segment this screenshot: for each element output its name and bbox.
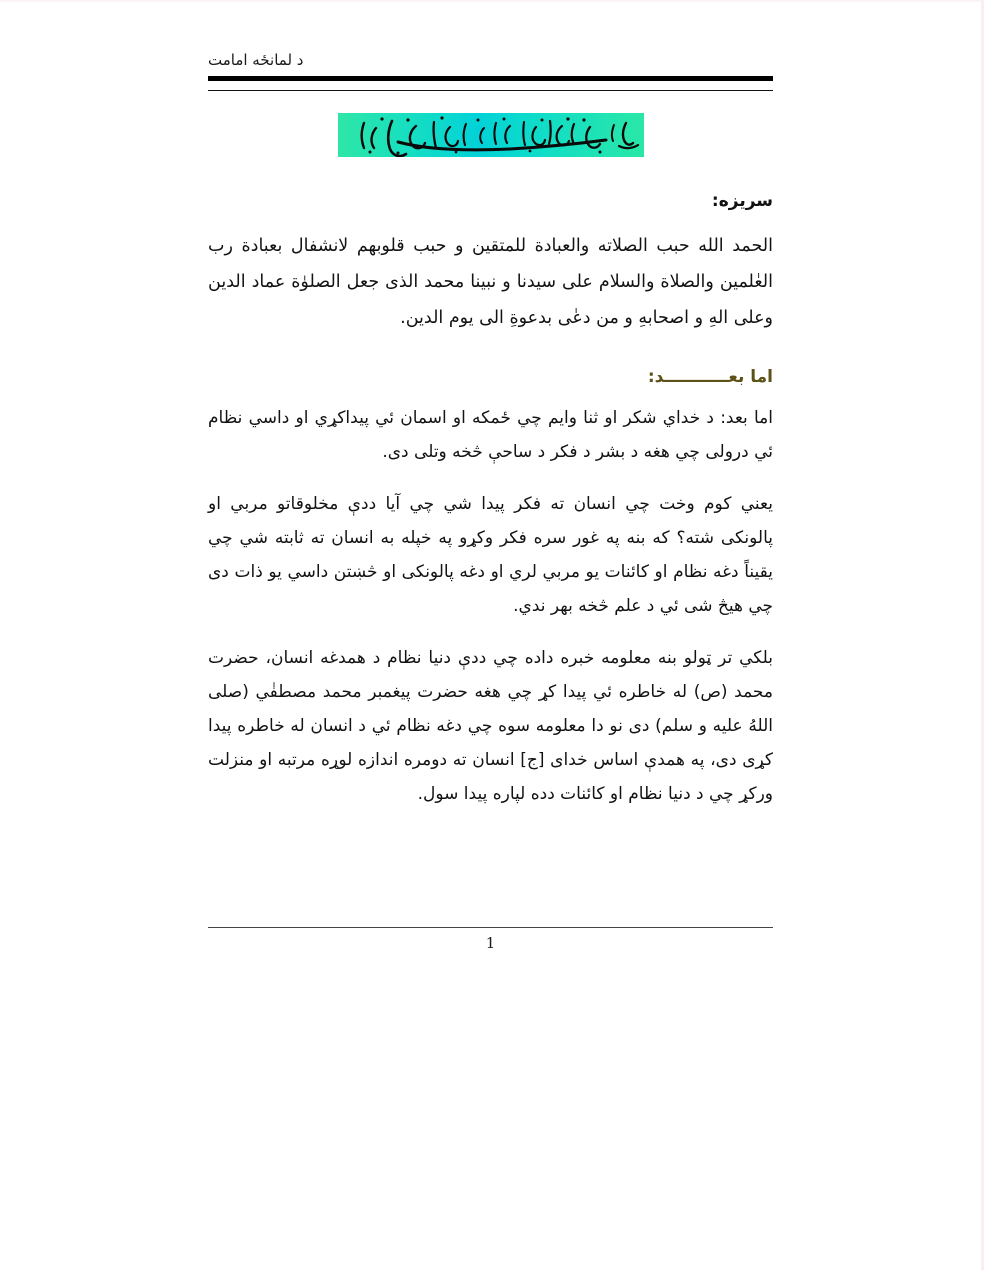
body-paragraph-2: يعني کوم وخت چي انسان ته فکر پيدا شي چي آيا ددې مخلوقاتو مربي او پالونکى شته؟ که بنه په غور سره فکر وکړو په خپله به انسان ته ثابته شي چي يقيناً دغه نظام او کائنات يو مربي لري او دغه پالونکى او څښتن داسي يو ذات دى چي هيڅ شى ئي د علم څخه بهر ندي. bbox=[208, 493, 773, 616]
header-divider-rule bbox=[208, 76, 773, 91]
section-heading-preface: سريزه: bbox=[711, 191, 773, 211]
body-paragraph-3: بلکي تر ټولو بنه معلومه خبره داده چي ددې دنيا نظام د همدغه انسان، حضرت محمد (ص) له خاطره ئي پيدا کړ چي هغه حضرت پيغمبر محمد مصطفٰي (صلى اللهُ عليه و سلم) دى نو دا معلومه سوه چي دغه نظام ئي د انسان له خاطره پيدا کړى دى، په همدې اساس خداى [ج] انسان ته دومره اندازه لوړه مرتبه او منزلت ورکړ چي د دنيا نظام او کائنات ددﻩ لپاره پيدا سول. bbox=[208, 647, 773, 804]
page-content bbox=[0, 2, 981, 811]
page-footer bbox=[208, 927, 773, 952]
bismillah-banner-wrap bbox=[208, 113, 773, 157]
section-heading-ama-baad: اما بعـــــــــــد: bbox=[647, 366, 773, 387]
body-paragraph-1: اما بعد: د خداي شکر او ثنا وايم چي ځمکه او اسمان ئي پيداکړي او داسي نظام ئي درولى چي هغه د بشر د فکر د ساحې څخه وتلى دى. bbox=[208, 407, 773, 462]
bismillah-calligraphy-icon bbox=[338, 113, 644, 157]
footer-divider-rule bbox=[208, 927, 773, 928]
page-number: 1 bbox=[485, 934, 496, 952]
running-header-text: د لمانځه امامت bbox=[208, 51, 304, 69]
arabic-invocation-paragraph: الحمد الله حبب الصلاته والعبادة للمتقين و حبب قلوبهم لانشفال بعبادة رب العٰلمين والصلاة والسلام على سيدنا و نبينا محمد الذى جعل الصلوٰة عماد الدين وعلى الهِ و اصحابهِ و من دعٰى بدعوةِ الى يوم الدين. bbox=[208, 236, 773, 328]
running-header bbox=[208, 50, 773, 69]
bismillah-banner bbox=[338, 113, 644, 157]
